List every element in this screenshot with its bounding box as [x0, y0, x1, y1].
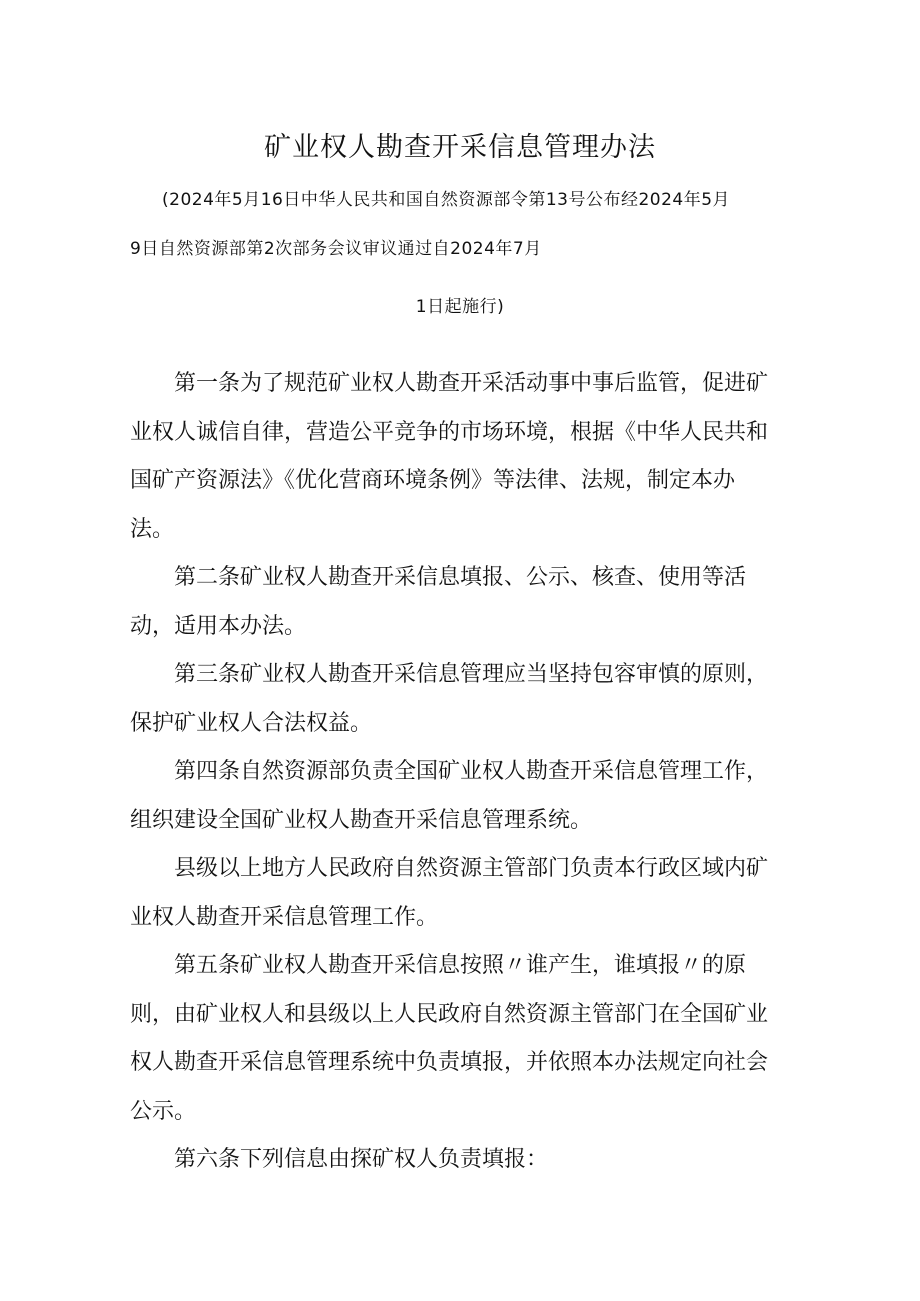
- note-line-3: 1日起施行): [415, 297, 505, 317]
- note-line-2: 9日自然资源部第2次部务会议审议通过自2024年7月: [130, 239, 542, 259]
- article-5-paragraph: 第五条矿业权人勘查开采信息按照〃谁产生，谁填报〃的原则，由矿业权人和县级以上人民政府自然资源主管部门在全国矿业权人勘查开采信息管理系统中负责填报，并依照本办法规定向社会公示。: [130, 953, 769, 1124]
- document-title: 矿业权人勘查开采信息管理办法: [264, 132, 656, 163]
- document-body: [130, 360, 770, 1185]
- article-4-paragraph: 第四条自然资源部负责全国矿业权人勘查开采信息管理工作，组织建设全国矿业权人勘查开采信息管理系统。: [130, 759, 769, 833]
- note-line-1: (2024年5月16日中华人民共和国自然资源部令第13号公布经2024年5月: [162, 190, 731, 210]
- article-1-paragraph: 第一条为了规范矿业权人勘查开采活动事中事后监管，促进矿业权人诚信自律，营造公平竞争的市场环境，根据《中华人民共和国矿产资源法》《优化营商环境条例》等法律、法规，制定本办法。: [130, 371, 769, 542]
- article-6-paragraph: 第六条下列信息由探矿权人负责填报：: [174, 1147, 549, 1172]
- article-4-second-paragraph: 县级以上地方人民政府自然资源主管部门负责本行政区域内矿业权人勘查开采信息管理工作。: [130, 856, 769, 930]
- article-2-paragraph: 第二条矿业权人勘查开采信息填报、公示、核查、使用等活动，适用本办法。: [130, 565, 747, 639]
- article-3-paragraph: 第三条矿业权人勘查开采信息管理应当坚持包容审慎的原则，保护矿业权人合法权益。: [130, 662, 769, 736]
